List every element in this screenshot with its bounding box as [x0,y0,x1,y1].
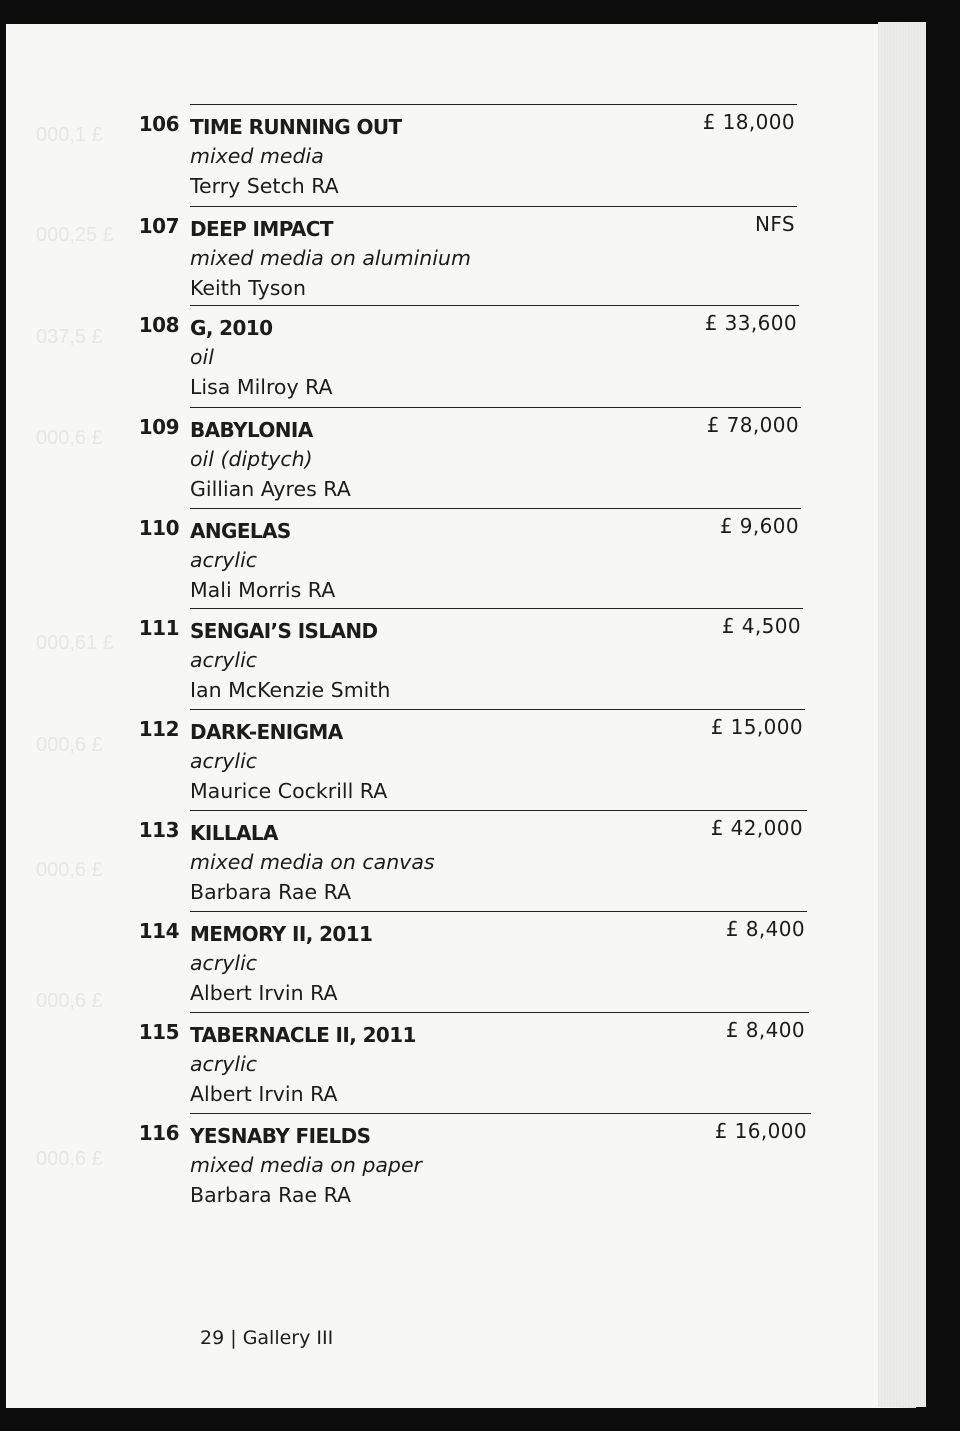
section-name: Gallery III [242,1327,334,1349]
entry-artist: Albert Irvin RA [190,1082,338,1106]
entry-title: ANGELAS [190,519,291,543]
show-through-text: 000,1 £ [36,124,103,146]
entry-details [190,214,471,303]
entry-medium: mixed media on aluminium [190,246,471,270]
entry-number: 116 [138,1121,179,1145]
entry-divider [190,104,797,105]
show-through-text: 000,61 £ [36,632,114,654]
page-number: 29 [200,1327,225,1349]
entry-divider [190,1012,809,1013]
show-through-text: 000,6 £ [36,1148,103,1170]
entry-price: £ 78,000 [706,413,799,437]
entry-price: £ 8,400 [725,1018,805,1042]
entry-details [190,717,387,806]
show-through-text: 000,6 £ [36,859,103,881]
entry-number: 112 [138,717,179,741]
show-through-text: 000,6 £ [36,427,103,449]
entry-artist: Maurice Cockrill RA [190,779,388,803]
page-stack-edge [878,22,926,1407]
entry-price: NFS [754,212,795,236]
show-through-text: 000,6 £ [36,990,103,1012]
entry-divider [190,608,803,609]
entry-artist: Ian McKenzie Smith [190,678,391,702]
entry-number: 109 [138,415,179,439]
entry-medium: acrylic [190,648,258,672]
entry-number: 113 [138,818,179,842]
entry-price: £ 16,000 [714,1119,807,1143]
entry-price: £ 9,600 [719,514,799,538]
entry-artist: Keith Tyson [190,276,306,300]
entry-divider [190,810,807,811]
entry-divider [190,1113,811,1114]
show-through-text: 000,25 £ [36,224,114,246]
entry-medium: mixed media on canvas [190,850,435,874]
entry-artist: Barbara Rae RA [190,1183,352,1207]
entry-divider [190,709,805,710]
entry-artist: Barbara Rae RA [190,880,352,904]
entry-details [190,112,402,201]
page-footer [200,1327,333,1349]
entry-artist: Lisa Milroy RA [190,375,333,399]
entry-number: 110 [138,516,179,540]
entry-medium: oil [190,345,214,369]
entry-medium: mixed media on paper [190,1153,422,1177]
entry-divider [190,407,801,408]
entry-title: KILLALA [190,821,278,845]
entry-number: 114 [138,919,179,943]
entry-divider [190,305,799,306]
entry-divider [190,206,797,207]
entry-title: DARK-ENIGMA [190,720,343,744]
show-through-text: 000,6 £ [36,734,103,756]
entry-details [190,919,372,1008]
entry-number: 106 [138,112,179,136]
entry-medium: oil (diptych) [190,447,313,471]
entry-number: 111 [138,616,179,640]
entry-title: MEMORY II, 2011 [190,922,373,946]
entry-price: £ 4,500 [721,614,801,638]
entry-title: G, 2010 [190,316,273,340]
entry-details [190,415,351,504]
entry-medium: acrylic [190,1052,258,1076]
entry-details [190,1121,422,1210]
entry-divider [190,508,801,509]
entry-artist: Mali Morris RA [190,578,336,602]
entry-number: 108 [138,313,179,337]
entry-number: 107 [138,214,179,238]
entry-medium: acrylic [190,548,258,572]
entry-price: £ 18,000 [702,110,795,134]
entry-price: £ 15,000 [710,715,803,739]
entry-price: £ 42,000 [710,816,803,840]
entry-medium: acrylic [190,749,258,773]
entry-title: TABERNACLE II, 2011 [190,1023,416,1047]
entry-details [190,616,390,705]
entry-divider [190,911,807,912]
entry-medium: acrylic [190,951,258,975]
entry-details [190,818,435,907]
entry-artist: Albert Irvin RA [190,981,338,1005]
entry-title: DEEP IMPACT [190,217,333,241]
entry-title: SENGAI’S ISLAND [190,619,378,643]
entry-title: YESNABY FIELDS [190,1124,371,1148]
entry-details [190,1020,416,1109]
entry-details [190,313,333,402]
entry-price: £ 33,600 [704,311,797,335]
entry-artist: Terry Setch RA [190,174,339,198]
footer-separator: | [230,1327,237,1349]
show-through-text: 037,5 £ [36,326,103,348]
entry-artist: Gillian Ayres RA [190,477,351,501]
entry-price: £ 8,400 [725,917,805,941]
entry-number: 115 [138,1020,179,1044]
entry-medium: mixed media [190,144,324,168]
entry-title: TIME RUNNING OUT [190,115,402,139]
entry-details [190,516,335,605]
entry-title: BABYLONIA [190,418,313,442]
